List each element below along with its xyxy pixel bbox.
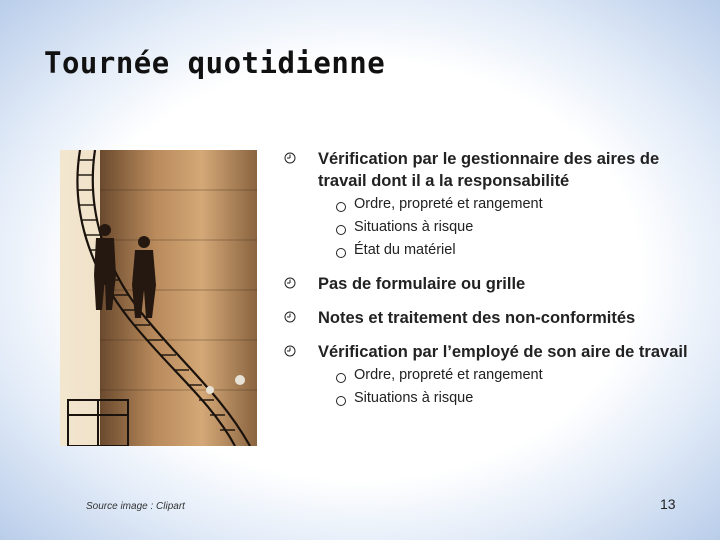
clock-icon bbox=[284, 152, 296, 164]
sub-bullet-item bbox=[282, 242, 692, 265]
bullet-text: Pas de formulaire ou grille bbox=[318, 275, 526, 293]
circle-icon bbox=[336, 202, 346, 212]
bullet-list bbox=[282, 148, 692, 417]
sub-bullet-item bbox=[282, 367, 692, 390]
circle-icon bbox=[336, 373, 346, 383]
sub-bullet-text: État du matériel bbox=[354, 242, 456, 258]
bullet-item bbox=[282, 341, 692, 363]
bullet-item bbox=[282, 307, 692, 329]
bullet-item bbox=[282, 148, 692, 192]
page-number: 13 bbox=[660, 496, 676, 512]
image-source-caption: Source image : Clipart bbox=[86, 501, 185, 512]
sub-bullet-text: Situations à risque bbox=[354, 219, 474, 235]
bullet-item bbox=[282, 273, 692, 295]
circle-icon bbox=[336, 396, 346, 406]
sub-bullet-text: Situations à risque bbox=[354, 390, 474, 406]
bullet-text: Vérification par l’employé de son aire de travail bbox=[318, 343, 688, 361]
sub-bullet-item bbox=[282, 196, 692, 219]
sub-bullet-list bbox=[282, 196, 692, 265]
circle-icon bbox=[336, 225, 346, 235]
clock-icon bbox=[284, 277, 296, 289]
bullet-text: Vérification par le gestionnaire des aires de travail dont il a la responsabilité bbox=[318, 150, 660, 190]
bullet-text: Notes et traitement des non-conformités bbox=[318, 309, 636, 327]
sub-bullet-item bbox=[282, 219, 692, 242]
clock-icon bbox=[284, 345, 296, 357]
sub-bullet-text: Ordre, propreté et rangement bbox=[354, 367, 543, 383]
sub-bullet-list bbox=[282, 367, 692, 413]
photo-illustration bbox=[60, 150, 257, 446]
clock-icon bbox=[284, 311, 296, 323]
slide-title: Tournée quotidienne bbox=[44, 46, 386, 80]
stair-tank-photo bbox=[60, 150, 257, 446]
circle-icon bbox=[336, 248, 346, 258]
sub-bullet-text: Ordre, propreté et rangement bbox=[354, 196, 543, 212]
sub-bullet-item bbox=[282, 390, 692, 413]
